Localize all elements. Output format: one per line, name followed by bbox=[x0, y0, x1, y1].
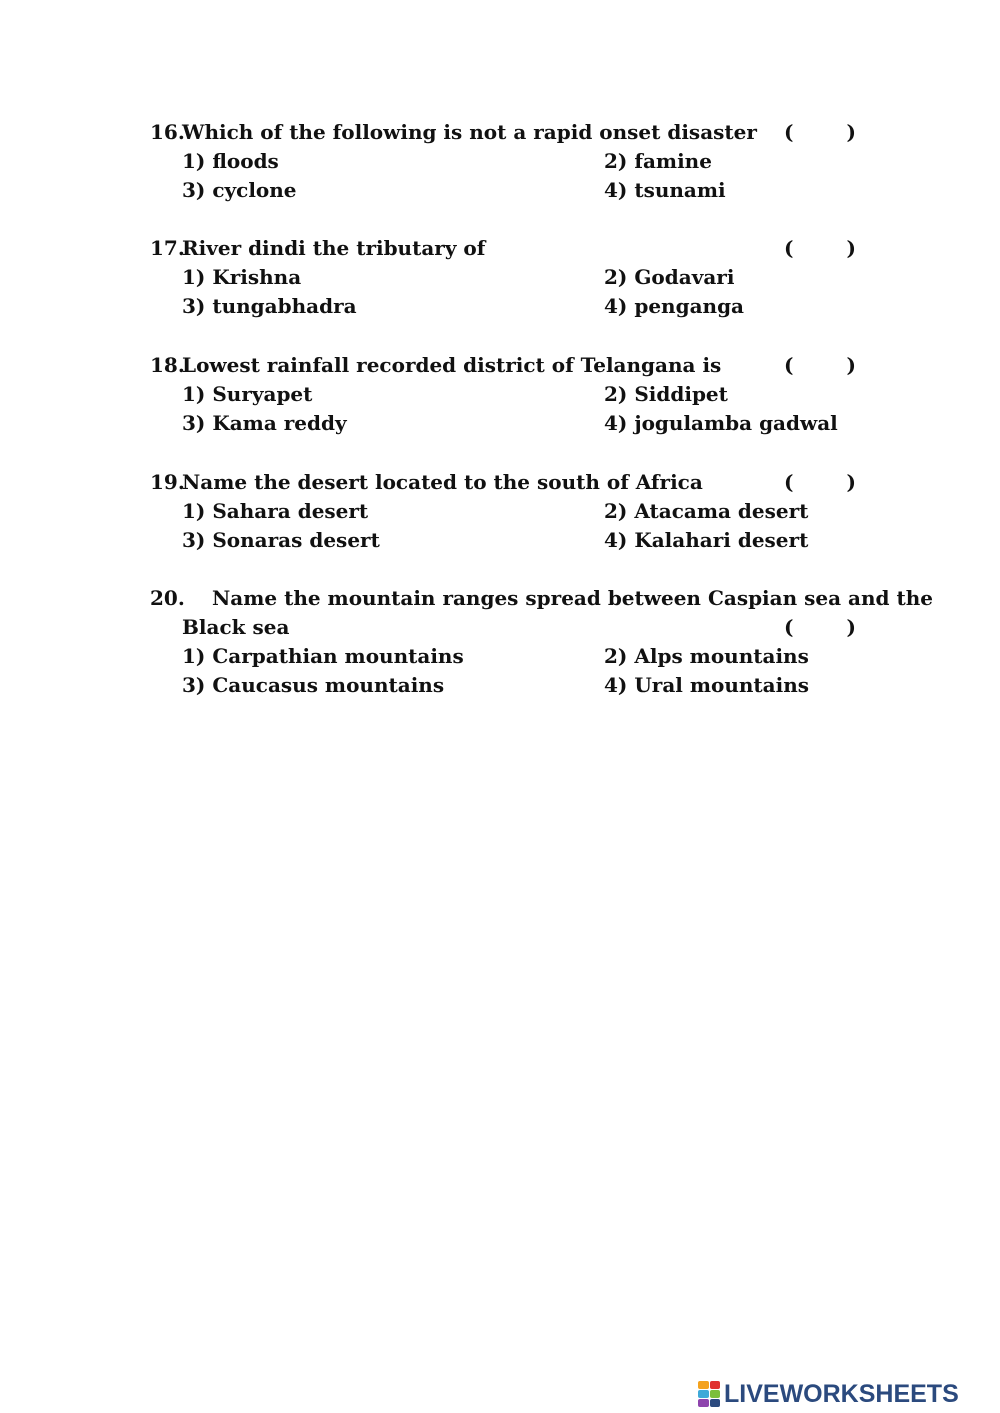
option-4: 4) jogulamba gadwal bbox=[604, 411, 838, 435]
question-text: Name the desert located to the south of Africa bbox=[182, 470, 703, 494]
option-2: 2) famine bbox=[604, 149, 712, 173]
paren-close: ) bbox=[846, 615, 856, 639]
question-text: Which of the following is not a rapid onset disaster bbox=[182, 120, 757, 144]
question-text: Lowest rainfall recorded district of Telangana is bbox=[182, 353, 722, 377]
question-number: 19. bbox=[150, 470, 185, 494]
question-number: 17. bbox=[150, 236, 185, 260]
paren-open: ( bbox=[784, 236, 794, 260]
question-text: Name the mountain ranges spread between Caspian sea and the bbox=[212, 586, 933, 610]
option-2: 2) Atacama desert bbox=[604, 499, 809, 523]
option-1: 1) Carpathian mountains bbox=[182, 644, 464, 668]
paren-close: ) bbox=[846, 470, 856, 494]
option-2: 2) Alps mountains bbox=[604, 644, 809, 668]
question-text-continued: Black sea bbox=[182, 615, 290, 639]
question-18 bbox=[150, 351, 870, 438]
option-2: 2) Godavari bbox=[604, 265, 735, 289]
option-1: 1) floods bbox=[182, 149, 279, 173]
question-16 bbox=[150, 118, 870, 205]
question-text: River dindi the tributary of bbox=[182, 236, 486, 260]
paren-close: ) bbox=[846, 236, 856, 260]
logo-square bbox=[698, 1381, 709, 1389]
question-17 bbox=[150, 234, 870, 321]
logo-square bbox=[698, 1399, 709, 1407]
paren-close: ) bbox=[846, 353, 856, 377]
option-1: 1) Krishna bbox=[182, 265, 302, 289]
option-1: 1) Suryapet bbox=[182, 382, 313, 406]
logo-text: LIVEWORKSHEETS bbox=[724, 1379, 959, 1408]
question-number: 16. bbox=[150, 120, 185, 144]
logo-icon bbox=[698, 1381, 720, 1407]
question-19 bbox=[150, 468, 870, 555]
paren-close: ) bbox=[846, 120, 856, 144]
option-3: 3) Caucasus mountains bbox=[182, 673, 445, 697]
paren-open: ( bbox=[784, 615, 794, 639]
option-3: 3) Sonaras desert bbox=[182, 528, 380, 552]
question-number: 18. bbox=[150, 353, 185, 377]
option-4: 4) Kalahari desert bbox=[604, 528, 809, 552]
question-20 bbox=[150, 584, 933, 700]
logo-square bbox=[710, 1390, 721, 1398]
option-3: 3) cyclone bbox=[182, 178, 297, 202]
logo-square bbox=[710, 1399, 721, 1407]
option-2: 2) Siddipet bbox=[604, 382, 728, 406]
paren-open: ( bbox=[784, 120, 794, 144]
option-3: 3) tungabhadra bbox=[182, 294, 357, 318]
liveworksheets-logo[interactable] bbox=[698, 1378, 959, 1410]
option-3: 3) Kama reddy bbox=[182, 411, 347, 435]
option-4: 4) Ural mountains bbox=[604, 673, 810, 697]
paren-open: ( bbox=[784, 470, 794, 494]
option-4: 4) tsunami bbox=[604, 178, 726, 202]
logo-square bbox=[698, 1390, 709, 1398]
option-4: 4) penganga bbox=[604, 294, 745, 318]
paren-open: ( bbox=[784, 353, 794, 377]
logo-square bbox=[710, 1381, 721, 1389]
question-number: 20. bbox=[150, 586, 185, 610]
option-1: 1) Sahara desert bbox=[182, 499, 369, 523]
